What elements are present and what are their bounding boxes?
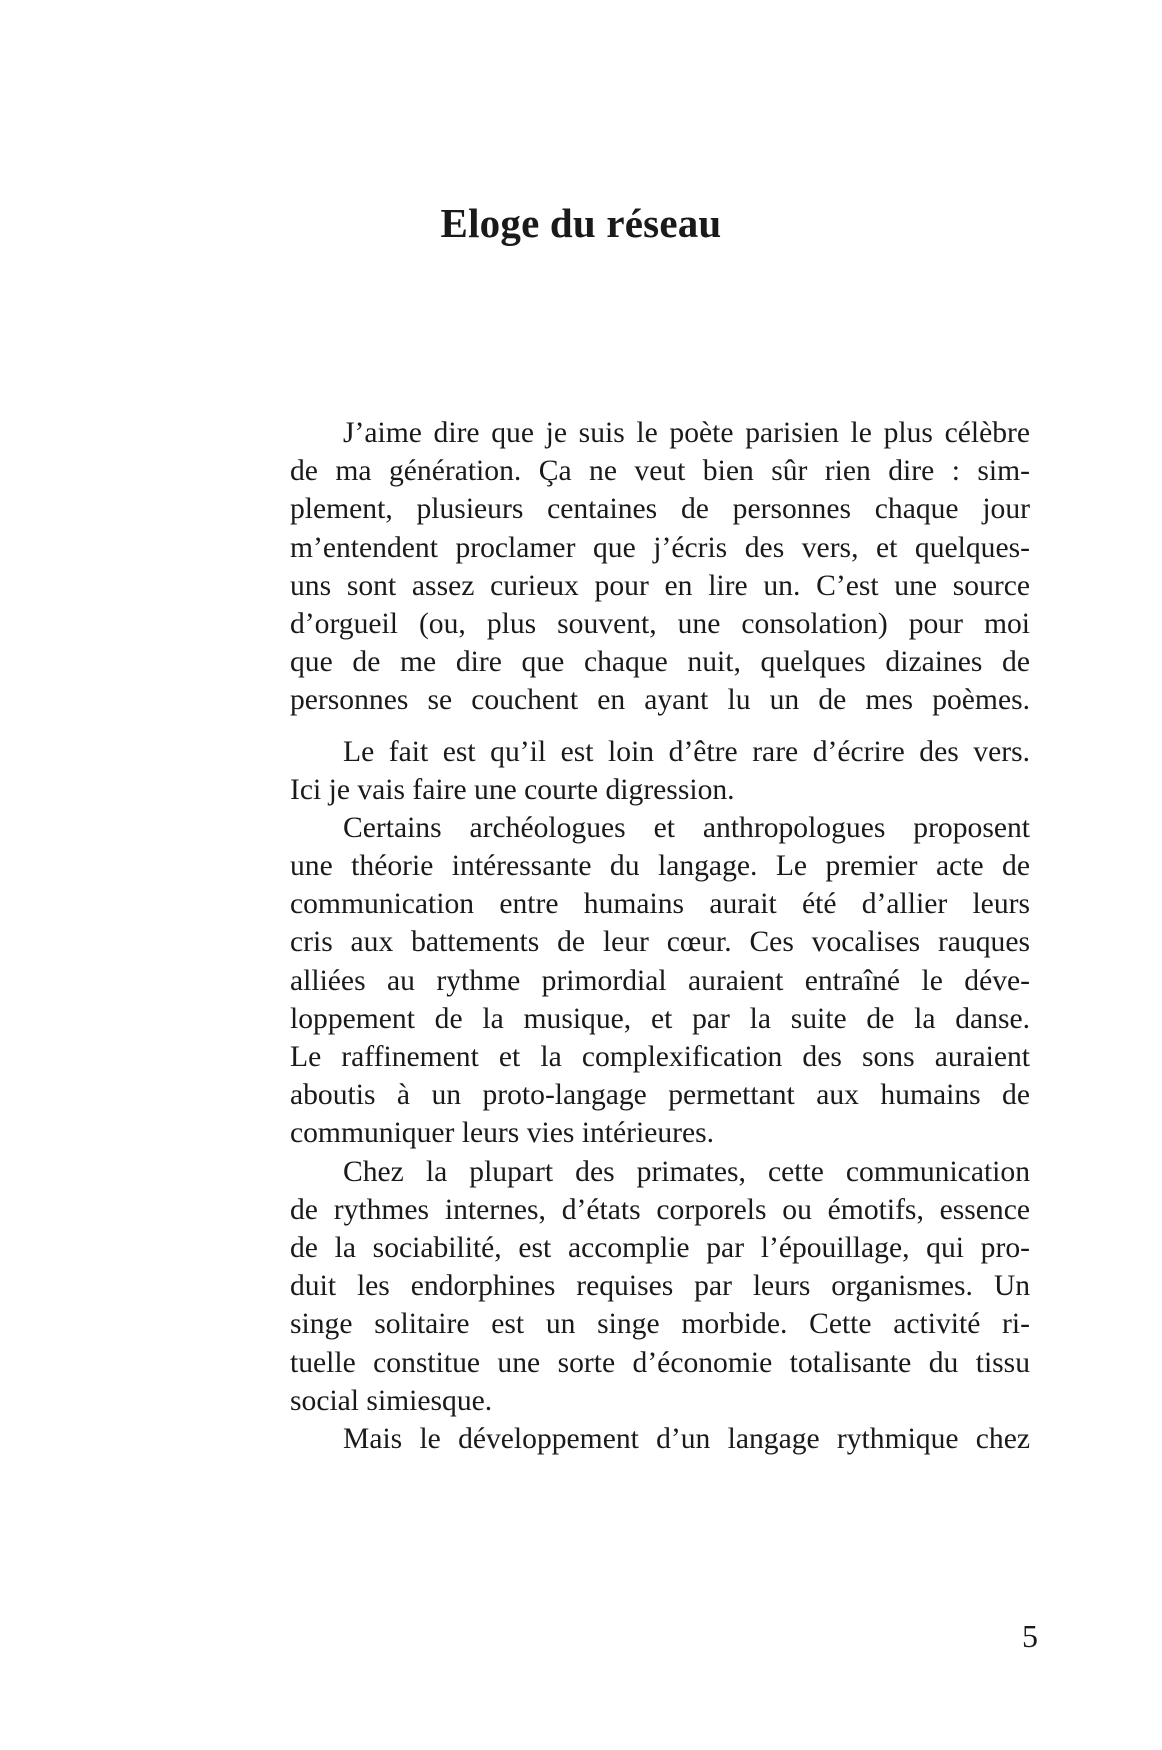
text-line: une théorie intéressante du langage. Le premier acte de	[290, 850, 1030, 883]
text-line: communiquer leurs vies intérieures.	[290, 1117, 715, 1150]
text-line: social simiesque.	[290, 1384, 493, 1417]
paragraph-2	[290, 733, 1030, 809]
text-line: de la sociabilité, est accomplie par l’épouillage, qui pro-	[290, 1231, 1030, 1264]
text-line: Mais le développement d’un langage rythmique chez	[343, 1422, 1030, 1455]
text-line: loppement de la musique, et par la suite de la danse.	[290, 1002, 1030, 1035]
text-line: personnes se couchent en ayant lu un de mes poèmes.	[290, 684, 1030, 717]
text-line: plement, plusieurs centaines de personnes chaque jour	[290, 493, 1030, 526]
text-line: duit les endorphines requises par leurs organismes. Un	[290, 1270, 1030, 1303]
text-line: de ma génération. Ça ne veut bien sûr rien dire : sim-	[290, 455, 1030, 488]
text-line: Chez la plupart des primates, cette communication	[343, 1155, 1030, 1188]
text-line: Le raffinement et la complexification des sons auraient	[290, 1041, 1030, 1073]
paragraph-3	[290, 809, 1030, 1153]
text-line: de rythmes internes, d’états corporels ou émotifs, essence	[290, 1193, 1030, 1226]
text-line: J’aime dire que je suis le poète parisien le plus célèbre	[343, 417, 1030, 449]
text-line: alliées au rythme primordial auraient entraîné le déve-	[290, 964, 1030, 997]
text-line: d’orgueil (ou, plus souvent, une consolation) pour moi	[290, 607, 1030, 640]
text-line: m’entendent proclamer que j’écris des vers, et quelques-	[290, 531, 1030, 564]
paragraph-1	[290, 414, 1030, 720]
page-title: Eloge du réseau	[440, 200, 722, 246]
paragraph-5	[290, 1420, 1030, 1458]
text-line: cris aux battements de leur cœur. Ces vocalises rauques	[290, 926, 1030, 959]
paragraph-4	[290, 1153, 1030, 1420]
text-line: Le fait est qu’il est loin d’être rare d’écrire des vers.	[343, 735, 1030, 768]
text-line: que de me dire que chaque nuit, quelques dizaines de	[290, 646, 1030, 679]
paragraph-gap	[290, 720, 1030, 733]
page-number: 5	[1022, 1618, 1038, 1654]
text-line: aboutis à un proto-langage permettant aux humains de	[290, 1079, 1030, 1112]
text-line: singe solitaire est un singe morbide. Cette activité ri-	[290, 1308, 1030, 1341]
body-text	[290, 414, 1030, 1458]
text-line: Certains archéologues et anthropologues proposent	[343, 811, 1030, 844]
text-line: communication entre humains aurait été d’allier leurs	[290, 888, 1030, 921]
text-line: Ici je vais faire une courte digression.	[290, 773, 735, 806]
text-line: uns sont assez curieux pour en lire un. C’est une source	[290, 569, 1030, 602]
text-line: tuelle constitue une sorte d’économie totalisante du tissu	[290, 1346, 1030, 1379]
